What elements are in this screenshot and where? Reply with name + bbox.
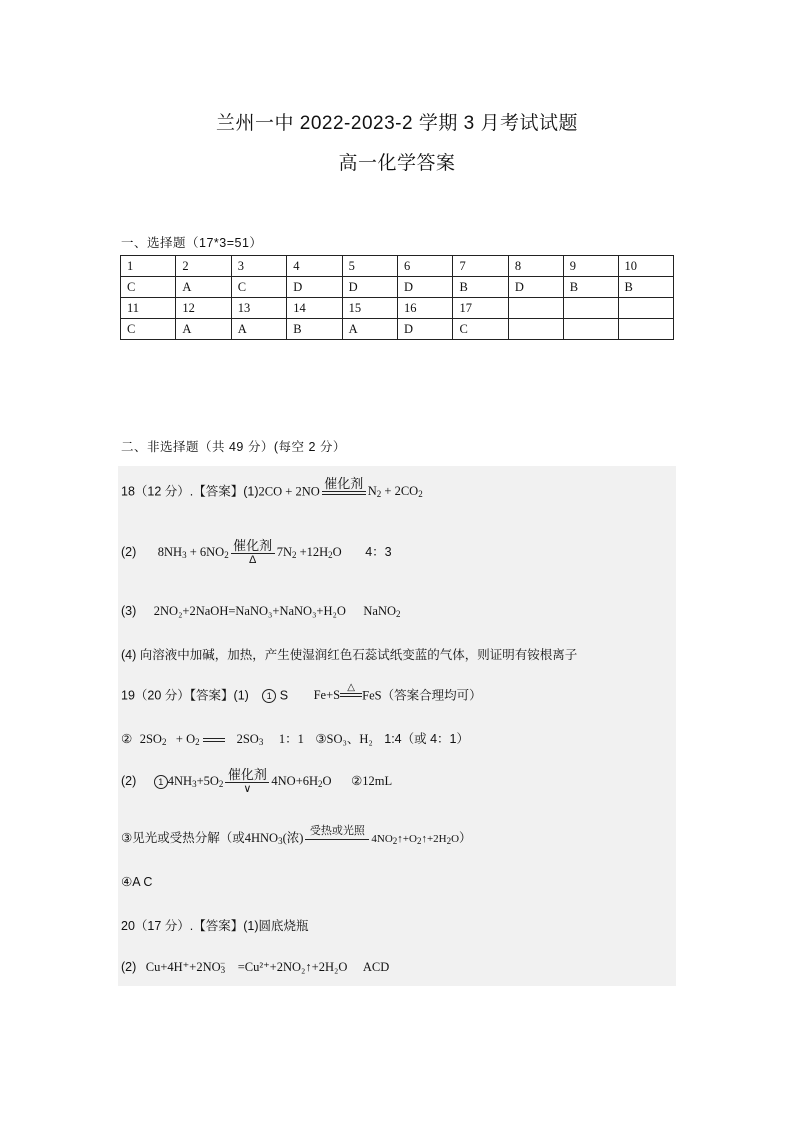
- table-cell: A: [176, 319, 231, 340]
- q19-line3: [121, 767, 392, 796]
- q19-close: ）: [459, 830, 472, 845]
- circle-1-icon: 1: [262, 689, 276, 703]
- table-cell: 2: [176, 256, 231, 277]
- q18-eq1-cond: 催化剂: [324, 476, 364, 491]
- q18-line1: [121, 476, 423, 508]
- q18-prefix: 18（12 分）.【答案】(1): [121, 484, 259, 499]
- q19-prefix: 19（20 分）【答案】(1): [121, 688, 249, 703]
- q19-line2: [121, 729, 469, 747]
- q19-p2: (2): [121, 773, 137, 788]
- section1-heading: 一、选择题（17*3=51）: [121, 236, 263, 250]
- table-cell: C: [121, 277, 176, 298]
- q18-p3: (3): [121, 604, 137, 618]
- q18-line3: [121, 604, 401, 619]
- q19-c2: ②: [121, 732, 133, 746]
- q20-line1: 20（17 分）.【答案】(1)圆底烧瓶: [121, 919, 309, 933]
- q19-fe-note: （答案合理均可）: [381, 688, 482, 703]
- page-title: 兰州一中 2022-2023-2 学期 3 月考试试题: [216, 113, 578, 134]
- q19-r2: 1:4（或 4：1）: [384, 732, 470, 746]
- table-cell: [618, 298, 673, 319]
- q20-eq: Cu+4H⁺+2: [145, 960, 203, 975]
- q18-eq2-left: $8NH_3 + 6NO_2$: [157, 544, 229, 560]
- table-cell: C: [231, 277, 286, 298]
- table-cell: 16: [398, 298, 453, 319]
- q19-so3h2: SO₃、H₂: [326, 732, 373, 746]
- table-cell: 7: [453, 256, 508, 277]
- table-cell: A: [231, 319, 286, 340]
- q19-fe-left: Fe+S: [313, 688, 341, 703]
- q19-fe-arrow: △: [340, 682, 362, 710]
- q19-eq-arrow: [203, 738, 225, 742]
- table-cell: [563, 319, 618, 340]
- table-cell: C: [453, 319, 508, 340]
- table-cell: B: [453, 277, 508, 298]
- q18-ratio: 4：3: [365, 544, 392, 559]
- table-cell: 11: [121, 298, 176, 319]
- table-row: [121, 256, 674, 277]
- q20-no3: $NO_3^-$: [202, 958, 226, 976]
- table-cell: 13: [231, 298, 286, 319]
- table-cell: B: [563, 277, 618, 298]
- q19-s: S: [279, 688, 289, 703]
- table-cell: [508, 319, 563, 340]
- q19-ml: ②12mL: [351, 773, 393, 788]
- table-cell: 17: [453, 298, 508, 319]
- q19-fe-right: FeS: [362, 688, 382, 703]
- q19-so3: $2SO_3$: [236, 732, 264, 747]
- q19-so2: $2SO_2$: [139, 732, 167, 747]
- q19-r1: 1：1: [278, 732, 304, 746]
- q19-c3: ③: [315, 732, 327, 746]
- table-cell: D: [287, 277, 342, 298]
- q19-hno3: $4HNO_3$(浓): [244, 830, 304, 846]
- q19-line5: ④A C: [121, 875, 153, 889]
- table-cell: D: [398, 277, 453, 298]
- section2-heading: 二、非选择题（共 49 分）(每空 2 分）: [121, 440, 346, 454]
- table-cell: 5: [342, 256, 397, 277]
- table-cell: A: [176, 277, 231, 298]
- table-cell: 9: [563, 256, 618, 277]
- q18-eq2-arrow: 催化剂 Δ: [231, 538, 275, 567]
- q20-eq2: =Cu²⁺+2NO₂↑+2H₂O: [237, 960, 348, 975]
- q18-eq1-right: $N_2 + 2CO_2$: [367, 484, 423, 500]
- q18-p2: (2): [121, 544, 137, 559]
- table-cell: 12: [176, 298, 231, 319]
- q19-cond3-arrow: 受热或光照: [305, 824, 369, 853]
- table-row: [121, 298, 674, 319]
- table-row: [121, 319, 674, 340]
- table-cell: B: [287, 319, 342, 340]
- q19-line4: [121, 824, 472, 853]
- table-cell: C: [121, 319, 176, 340]
- q18-eq1-arrow: [322, 476, 366, 508]
- table-cell: [563, 298, 618, 319]
- q19-cat-arrow: 催化剂 ∨: [225, 767, 269, 796]
- table-cell: 10: [618, 256, 673, 277]
- table-cell: [618, 319, 673, 340]
- table-cell: 3: [231, 256, 286, 277]
- q18-eq2-right: $7N_2 +12H_2O$: [276, 544, 342, 560]
- q18-ans3: NaNO$_2$: [363, 604, 401, 619]
- table-cell: 8: [508, 256, 563, 277]
- table-cell: D: [342, 277, 397, 298]
- q19-o2: + $O_2$: [175, 732, 200, 747]
- answer-table: [120, 255, 674, 340]
- q20-ans: ACD: [362, 960, 390, 975]
- q19-p3: ③见光或受热分解（或: [121, 830, 245, 845]
- table-cell: D: [398, 319, 453, 340]
- page-subtitle: 高一化学答案: [338, 153, 456, 174]
- q18-line2: [121, 538, 392, 567]
- q19-prod3: $4NO_2↑+O_2↑+2H_2O$: [371, 832, 460, 846]
- q18-line4: (4) 向溶液中加碱，加热，产生使湿润红色石蕊试纸变蓝的气体，则证明有铵根离子: [121, 648, 578, 662]
- table-cell: B: [618, 277, 673, 298]
- q18-eq3: 2NO₂+2NaOH=NaNO₃+NaNO₃+H₂O: [153, 604, 346, 618]
- table-row: [121, 277, 674, 298]
- circle-1-icon: 1: [154, 775, 168, 789]
- table-cell: D: [508, 277, 563, 298]
- q19-line1: [121, 682, 482, 710]
- table-cell: 1: [121, 256, 176, 277]
- table-cell: 14: [287, 298, 342, 319]
- table-cell: A: [342, 319, 397, 340]
- table-cell: 15: [342, 298, 397, 319]
- q19-nh3: $4NH_3+5O_2$: [167, 773, 224, 789]
- q20-line2: [121, 958, 389, 975]
- q18-eq1-left: 2CO + 2NO: [258, 484, 320, 499]
- table-cell: 6: [398, 256, 453, 277]
- table-cell: [508, 298, 563, 319]
- q20-p2: (2): [121, 960, 137, 975]
- q19-prod: $4NO+6H_2O$: [271, 773, 332, 789]
- table-cell: 4: [287, 256, 342, 277]
